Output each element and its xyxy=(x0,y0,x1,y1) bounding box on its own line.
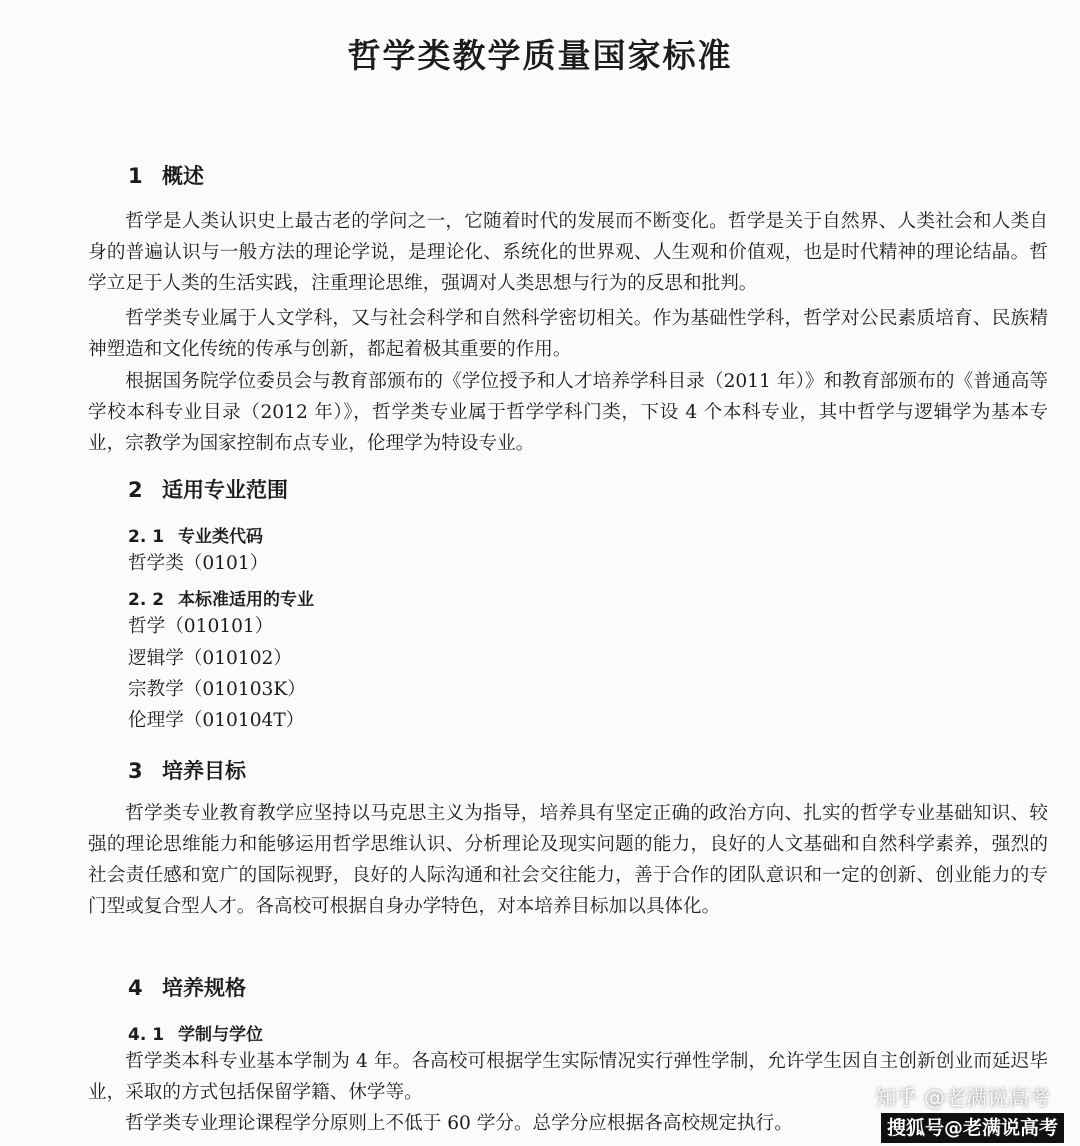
subsection-title: 学制与学位 xyxy=(178,1025,263,1045)
section-4-heading xyxy=(128,972,246,1002)
section-1-heading xyxy=(128,160,204,190)
list-item: 宗教学（010103K） xyxy=(128,679,306,700)
list-item: 伦理学（010104T） xyxy=(128,710,305,731)
paragraph: 哲学类专业教育教学应坚持以马克思主义为指导，培养具有坚定正确的政治方向、扎实的哲学专业基础知识、较强的理论思维能力和能够运用哲学思维认识、分析理论及现实问题的能力，良好的人文基础和自然科学素养，强烈的社会责任感和宽广的国际视野，良好的人际沟通和社会交往能力，善于合作的团队意识和一定的创新、创业能力的专门型或复合型人才。各高校可根据自身办学特色，对本培养目标加以具体化。 xyxy=(88,803,1048,917)
subsection-title: 本标准适用的专业 xyxy=(178,590,314,610)
paragraph: 哲学类专业属于人文学科，又与社会科学和自然科学密切相关。作为基础性学科，哲学对公民素质培育、民族精神塑造和文化传统的传承与创新，都起着极其重要的作用。 xyxy=(88,308,1048,360)
section-number: 4 xyxy=(128,976,143,1000)
zhihu-watermark: 知乎 @老满说高考 xyxy=(875,1086,1050,1110)
subsection-number: 4. 1 xyxy=(128,1025,165,1045)
subsection-2-2-heading xyxy=(128,585,314,610)
section-title: 适用专业范围 xyxy=(162,478,288,502)
subsection-number: 2. 2 xyxy=(128,590,165,610)
paragraph: 哲学是人类认识史上最古老的学问之一，它随着时代的发展而不断变化。哲学是关于自然界、人类社会和人类自身的普遍认识与一般方法的理论学说，是理论化、系统化的世界观、人生观和价值观，也是时代精神的理论结晶。哲学立足于人类的生活实践，注重理论思维，强调对人类思想与行为的反思和批判。 xyxy=(88,211,1048,294)
section-number: 2 xyxy=(128,478,143,502)
page-title: 哲学类教学质量国家标准 xyxy=(347,36,733,75)
section-3-heading xyxy=(128,755,246,785)
subsection-number: 2. 1 xyxy=(128,527,165,547)
subsection-2-1-heading xyxy=(128,522,263,547)
section-title: 培养规格 xyxy=(162,976,246,1000)
list-item: 哲学（010101） xyxy=(128,616,274,637)
subsection-4-1-heading xyxy=(128,1020,263,1045)
section-number: 3 xyxy=(128,759,143,783)
list-item: 逻辑学（010102） xyxy=(128,648,292,669)
section-title: 概述 xyxy=(162,164,204,188)
list-item: 哲学类（0101） xyxy=(128,553,269,574)
sohu-watermark: 搜狐号@老满说高考 xyxy=(881,1113,1064,1143)
paragraph: 根据国务院学位委员会与教育部颁布的《学位授予和人才培养学科目录（2011 年）》和教育部颁布的《普通高等学校本科专业目录（2012 年）》，哲学类专业属于哲学学科门类，下设 4 个本科专业，其中哲学与逻辑学为基本专业，宗教学为国家控制布点专业，伦理学为特设专业。 xyxy=(88,371,1048,454)
section-2-heading xyxy=(128,474,288,504)
subsection-title: 专业类代码 xyxy=(178,527,263,547)
section-title: 培养目标 xyxy=(162,759,246,783)
section-number: 1 xyxy=(128,164,143,188)
paragraph: 哲学类专业理论课程学分原则上不低于 60 学分。总学分应根据各高校规定执行。 xyxy=(125,1113,793,1134)
paragraph: 哲学类本科专业基本学制为 4 年。各高校可根据学生实际情况实行弹性学制，允许学生因自主创新创业而延迟毕业，采取的方式包括保留学籍、休学等。 xyxy=(88,1051,1048,1103)
